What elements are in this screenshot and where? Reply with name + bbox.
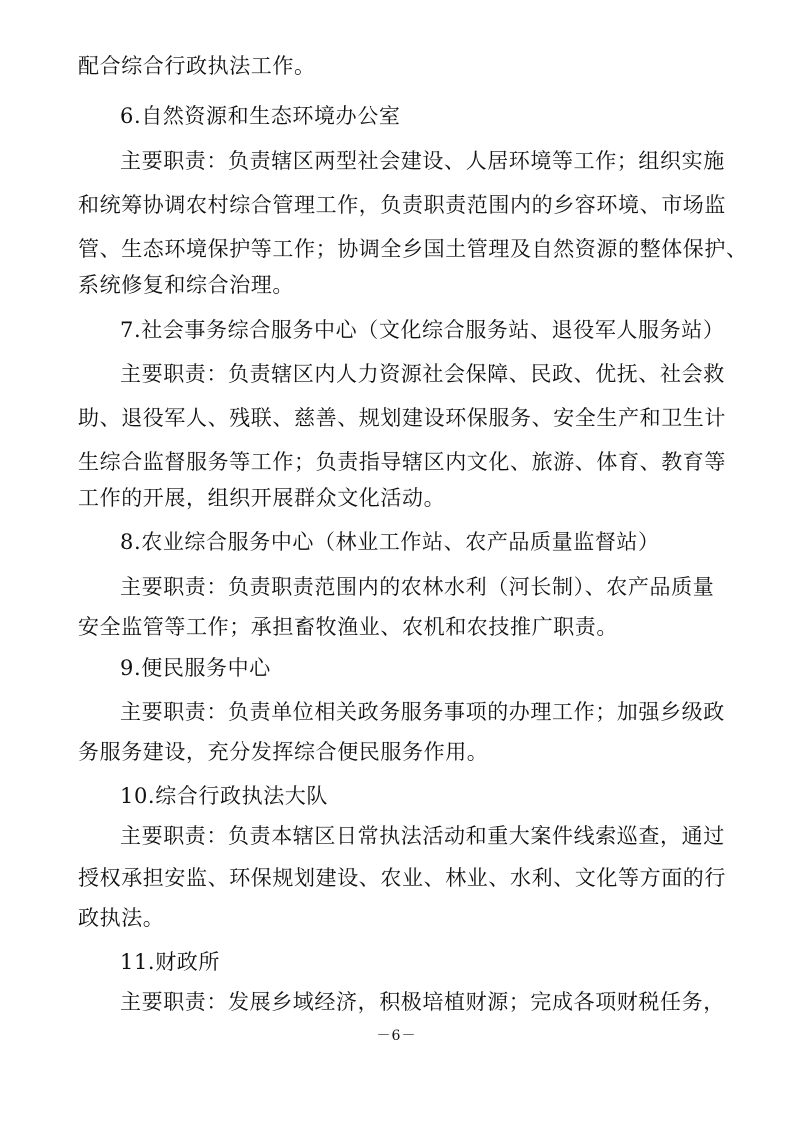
paragraph-line: 配合综合行政执法工作。	[78, 54, 316, 78]
paragraph-line: 主要职责：负责辖区内人力资源社会保障、民政、优抚、社会救	[120, 362, 725, 386]
paragraph-line: 主要职责：发展乡域经济，积极培植财源；完成各项财税任务，	[120, 990, 725, 1014]
paragraph-line: 管、生态环境保护等工作；协调全乡国土管理及自然资源的整体保护、	[78, 237, 748, 261]
section-heading: 8.农业综合服务中心（林业工作站、农产品质量监督站）	[120, 530, 660, 554]
paragraph-line: 主要职责：负责职责范围内的农林水利（河长制）、农产品质量	[120, 575, 715, 599]
section-heading: 11.财政所	[120, 950, 220, 974]
paragraph-line: 生综合监督服务等工作；负责指导辖区内文化、旅游、体育、教育等	[78, 450, 726, 474]
paragraph-line: 主要职责：负责辖区两型社会建设、人居环境等工作；组织实施	[120, 149, 725, 173]
section-heading: 10.综合行政执法大队	[120, 784, 328, 808]
section-heading: 7.社会事务综合服务中心（文化综合服务站、退役军人服务站）	[120, 318, 725, 342]
section-heading: 6.自然资源和生态环境办公室	[120, 104, 401, 128]
paragraph-line: 政执法。	[78, 906, 165, 930]
paragraph-line: 主要职责：负责本辖区日常执法活动和重大案件线索巡查，通过	[120, 824, 725, 848]
section-heading: 9.便民服务中心	[120, 656, 271, 680]
paragraph-line: 主要职责：负责单位相关政务服务事项的办理工作；加强乡级政	[120, 700, 725, 724]
paragraph-line: 系统修复和综合治理。	[78, 273, 294, 297]
paragraph-line: 安全监管等工作；承担畜牧渔业、农机和农技推广职责。	[78, 615, 618, 639]
paragraph-line: 和统筹协调农村综合管理工作，负责职责范围内的乡容环境、市场监	[78, 193, 726, 217]
paragraph-line: 授权承担安监、环保规划建设、农业、林业、水利、文化等方面的行	[78, 866, 726, 890]
paragraph-line: 工作的开展，组织开展群众文化活动。	[78, 486, 446, 510]
paragraph-line: 助、退役军人、残联、慈善、规划建设环保服务、安全生产和卫生计	[78, 406, 726, 430]
page-number: －6－	[376, 1028, 417, 1044]
paragraph-line: 务服务建设，充分发挥综合便民服务作用。	[78, 740, 489, 764]
